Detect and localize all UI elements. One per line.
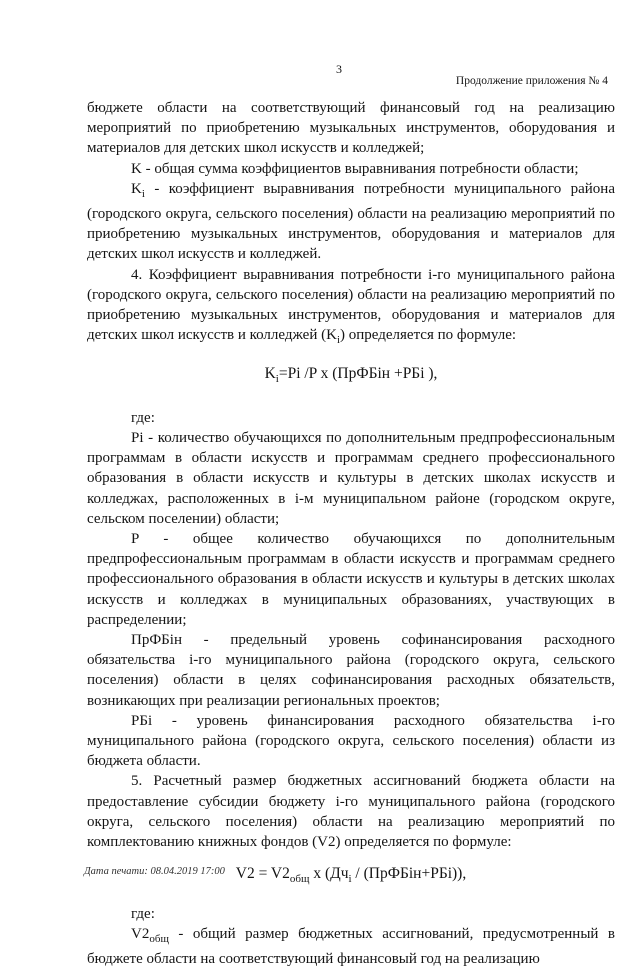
subscript: i: [141, 187, 145, 200]
continuation-note: Продолжение приложения № 4: [455, 75, 608, 87]
symbol: K: [131, 180, 142, 197]
where-label: где:: [131, 409, 155, 426]
definition: Pi - количество обучающихся по дополнительным предпрофессиональным программам в области искусств и программам среднего профессионального образования в области искусств и культуры в детских школах искусств и колледжах, расположенных в i-м муниципальном районе (городском округе, сельском поселении) области;: [87, 429, 615, 527]
page-number: 3: [336, 62, 342, 76]
subscript: i: [275, 373, 279, 386]
subscript: общ: [289, 873, 310, 886]
definition: [87, 924, 615, 969]
formula-part: V2 = V2: [235, 865, 290, 883]
paragraph: бюджете области на соответствующий финансовый год на реализацию мероприятий по приобретению музыкальных инструментов, оборудования и материалов для детских школ искусств и колледжей;: [87, 100, 615, 157]
paragraph: K - общая сумма коэффициентов выравнивания потребности области;: [131, 160, 579, 177]
formula-part: x (Дч: [309, 865, 349, 883]
document-body: [87, 98, 615, 969]
definition: РБi - уровень финансирования расходного обязательства i-го муниципального района (городского округа, сельского поселения) области из бюджета области.: [87, 712, 615, 770]
subscript: общ: [149, 932, 169, 945]
formula-part: K: [264, 365, 276, 383]
definition: ПрФБiн - предельный уровень софинансирования расходного обязательства i-го муниципального района (городского округа, сельского поселения) области в целях софинансирования расходных обязательств, возникающих при реализации региональных проектов;: [87, 631, 615, 709]
paragraph: [87, 179, 615, 265]
where-label: где:: [131, 905, 155, 922]
formula-part: =Pi /P x (ПрФБiн +РБi ),: [278, 365, 438, 383]
formula-part: / (ПрФБiн+РБi)),: [351, 865, 467, 883]
paragraph-text: 4. Коэффициент выравнивания потребности i-го муниципального района (городского округа, сельского поселения) области на реализацию мероприятий по приобретению музыкальных инструментов, оборудования и материалов для детских школ искусств и колледжей (K: [87, 266, 615, 344]
subscript: i: [348, 873, 352, 886]
definition: P - общее количество обучающихся по дополнительным предпрофессиональным программам в области искусств и программам среднего профессионального образования в области искусств и культуры в детских школах искусств и колледжах в муниципальных образованиях, участвующих в распределении;: [87, 530, 615, 628]
paragraph: [87, 265, 615, 351]
symbol: V2: [131, 925, 150, 942]
print-date: Дата печати: 08.04.2019 17:00: [84, 866, 225, 877]
paragraph: 5. Расчетный размер бюджетных ассигнований бюджета области на предоставление субсидии бюджету i-го муниципального района (городского округа, сельского поселения) области на реализацию мероприятий по комплектованию книжных фондов (V2) определяется по формуле:: [87, 773, 615, 850]
paragraph-text: - общий размер бюджетных ассигнований, предусмотренный в бюджете области на соответствующий финансовый год на реализацию: [87, 925, 615, 967]
paragraph-text: - коэффициент выравнивания потребности муниципального района (городского округа, сельского поселения) области на реализацию мероприятий по приобретению музыкальных инструментов, оборудования и материалов для детских школ искусств и колледжей.: [87, 180, 615, 263]
formula: [87, 364, 615, 389]
paragraph-text: ) определяется по формуле:: [340, 327, 517, 344]
subscript: i: [336, 334, 340, 347]
